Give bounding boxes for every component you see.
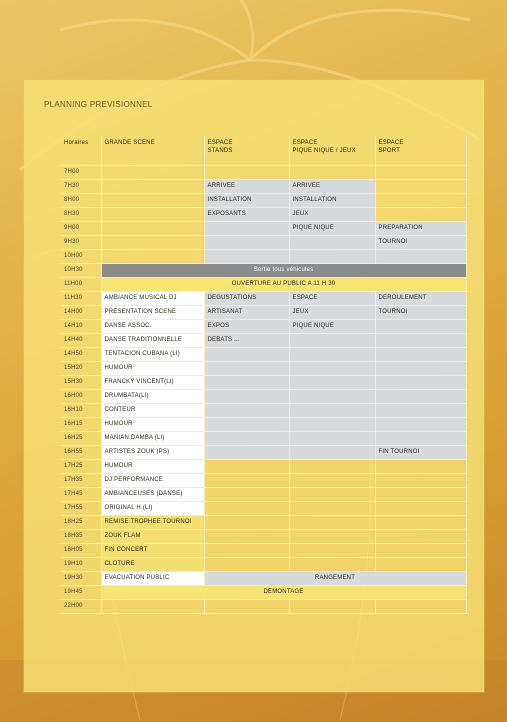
stage-cell <box>101 222 204 236</box>
picnic-cell <box>289 418 375 432</box>
table-row <box>61 586 466 600</box>
table-row <box>61 306 466 320</box>
hour-cell: 14H40 <box>61 334 101 348</box>
table-row <box>61 418 466 432</box>
picnic-cell <box>289 488 375 502</box>
hour-cell: 18H35 <box>61 530 101 544</box>
stands-cell <box>204 432 289 446</box>
header-picnic: ESPACE PIQUE NIQUE / JEUX <box>289 136 375 166</box>
sport-cell <box>375 376 466 390</box>
stage-cell: AMBIANCE MUSICAL DJ <box>101 292 204 306</box>
header-stage: GRANDE SCENE <box>101 136 204 166</box>
picnic-cell: PIQUE NIQUE <box>289 320 375 334</box>
table-row <box>61 544 466 558</box>
hour-cell: 17H55 <box>61 502 101 516</box>
sport-cell <box>375 502 466 516</box>
hour-cell: 19H45 <box>61 586 101 600</box>
table-row <box>61 390 466 404</box>
hour-cell: 7H30 <box>61 180 101 194</box>
sport-cell <box>375 516 466 530</box>
hour-cell: 18H05 <box>61 544 101 558</box>
stage-cell: FRANCKY VINCENT(LI) <box>101 376 204 390</box>
span-cell: OUVERTURE AU PUBLIC A 11 H 30 <box>101 278 466 292</box>
stands-cell <box>204 418 289 432</box>
stands-cell <box>204 166 289 180</box>
table-row <box>61 180 466 194</box>
sport-cell <box>375 348 466 362</box>
stage-cell: MANIAN DAMBA (LI) <box>101 432 204 446</box>
stage-cell: DJ PERFORMANCE <box>101 474 204 488</box>
picnic-cell <box>289 432 375 446</box>
sport-cell <box>375 474 466 488</box>
stands-cell: INSTALLATION <box>204 194 289 208</box>
header-stands: ESPACE STANDS <box>204 136 289 166</box>
sport-cell: TOURNOI <box>375 306 466 320</box>
stands-cell <box>204 558 289 572</box>
hour-cell: 8H30 <box>61 208 101 222</box>
table-row <box>61 376 466 390</box>
picnic-cell: INSTALLATION <box>289 194 375 208</box>
hour-cell: 17H35 <box>61 474 101 488</box>
hour-cell: 15H30 <box>61 376 101 390</box>
picnic-cell <box>289 558 375 572</box>
hour-cell: 19H10 <box>61 558 101 572</box>
table-row <box>61 222 466 236</box>
hour-cell: 14H00 <box>61 306 101 320</box>
hour-cell: 9H00 <box>61 222 101 236</box>
picnic-cell <box>289 348 375 362</box>
stands-cell <box>204 348 289 362</box>
hour-cell: 16H00 <box>61 390 101 404</box>
sport-cell <box>375 530 466 544</box>
picnic-cell <box>289 404 375 418</box>
table-row <box>61 292 466 306</box>
table-row <box>61 320 466 334</box>
table-row <box>61 264 466 278</box>
hour-cell: 16H25 <box>61 432 101 446</box>
table-row <box>61 278 466 292</box>
hour-cell: 10H00 <box>61 250 101 264</box>
picnic-cell <box>289 530 375 544</box>
hour-cell: 9H30 <box>61 236 101 250</box>
stage-cell: DRUMBATA(LI) <box>101 390 204 404</box>
sport-cell <box>375 334 466 348</box>
hour-cell: 10H30 <box>61 264 101 278</box>
sport-cell: PREPARATION <box>375 222 466 236</box>
header-sport: ESPACE SPORT <box>375 136 466 166</box>
stage-cell <box>101 180 204 194</box>
stands-cell: EXPOSANTS <box>204 208 289 222</box>
stage-cell <box>101 600 204 614</box>
hour-cell: 17H45 <box>61 488 101 502</box>
picnic-cell <box>289 390 375 404</box>
stands-cell <box>204 600 289 614</box>
table-row <box>61 446 466 460</box>
hour-cell: 11H00 <box>61 278 101 292</box>
table-row <box>61 432 466 446</box>
picnic-cell: ESPACE <box>289 292 375 306</box>
stands-cell <box>204 236 289 250</box>
stage-cell <box>101 250 204 264</box>
hour-cell: 16H10 <box>61 404 101 418</box>
span-cell: Sortie tous véhicules <box>101 264 466 278</box>
table-row <box>61 460 466 474</box>
picnic-cell <box>289 474 375 488</box>
stage-cell: TENTACION CUBANA (LI) <box>101 348 204 362</box>
stands-cell <box>204 376 289 390</box>
table-row <box>61 208 466 222</box>
stage-cell: HUMOUR <box>101 460 204 474</box>
sport-cell <box>375 166 466 180</box>
sport-cell <box>375 460 466 474</box>
hour-cell: 14H10 <box>61 320 101 334</box>
stage-cell: DANSE ASSOC. <box>101 320 204 334</box>
sport-cell <box>375 558 466 572</box>
table-row <box>61 166 466 180</box>
picnic-cell <box>289 600 375 614</box>
hour-cell: 15H20 <box>61 362 101 376</box>
picnic-cell <box>289 502 375 516</box>
sport-cell <box>375 432 466 446</box>
schedule-table <box>61 136 467 614</box>
stands-cell: ARRIVEE <box>204 180 289 194</box>
sport-cell <box>375 600 466 614</box>
stands-cell <box>204 488 289 502</box>
sport-cell <box>375 362 466 376</box>
stage-cell: HUMOUR <box>101 362 204 376</box>
sport-cell: FIN TOURNOI <box>375 446 466 460</box>
table-row <box>61 572 466 586</box>
stands-cell <box>204 474 289 488</box>
stands-cell: ARTISANAT <box>204 306 289 320</box>
stage-cell: ARTISTES ZOUK (PS) <box>101 446 204 460</box>
table-row <box>61 474 466 488</box>
stage-cell: CLOTURE <box>101 558 204 572</box>
sport-cell <box>375 180 466 194</box>
stage-cell: AMBIANCEUSES (DANSE) <box>101 488 204 502</box>
hour-cell: 17H25 <box>61 460 101 474</box>
stage-cell <box>101 166 204 180</box>
sport-cell: TOURNOI <box>375 236 466 250</box>
hour-cell: 22H00 <box>61 600 101 614</box>
table-row <box>61 348 466 362</box>
stage-cell: ORIGINAL H (LI) <box>101 502 204 516</box>
hour-cell: 16H55 <box>61 446 101 460</box>
sport-cell <box>375 320 466 334</box>
table-row <box>61 488 466 502</box>
stands-cell <box>204 516 289 530</box>
page-title: PLANNING PREVISIONNEL <box>44 100 153 109</box>
sport-cell <box>375 404 466 418</box>
picnic-cell <box>289 516 375 530</box>
sport-cell <box>375 390 466 404</box>
picnic-cell <box>289 460 375 474</box>
span-cell: DEMONTAGE <box>101 586 466 600</box>
picnic-cell <box>289 544 375 558</box>
picnic-cell: PIQUE NIQUE <box>289 222 375 236</box>
stands-cell <box>204 460 289 474</box>
table-row <box>61 530 466 544</box>
hour-cell: 14H50 <box>61 348 101 362</box>
stands-cell <box>204 502 289 516</box>
sport-cell <box>375 208 466 222</box>
hour-cell: 8H00 <box>61 194 101 208</box>
stage-cell: FIN CONCERT <box>101 544 204 558</box>
stands-cell <box>204 250 289 264</box>
stands-cell <box>204 404 289 418</box>
picnic-cell: ARRIVEE <box>289 180 375 194</box>
table-row <box>61 194 466 208</box>
hour-cell: 7H00 <box>61 166 101 180</box>
stands-cell: EXPOS <box>204 320 289 334</box>
table-row <box>61 236 466 250</box>
stage-cell <box>101 208 204 222</box>
table-row <box>61 334 466 348</box>
table-header-row <box>61 136 466 166</box>
picnic-cell <box>289 446 375 460</box>
sport-cell <box>375 194 466 208</box>
hour-cell: 18H25 <box>61 516 101 530</box>
picnic-cell: JEUX <box>289 306 375 320</box>
stands-cell <box>204 530 289 544</box>
picnic-cell <box>289 236 375 250</box>
stands-cell <box>204 222 289 236</box>
picnic-cell <box>289 166 375 180</box>
table-row <box>61 516 466 530</box>
stands-cell <box>204 362 289 376</box>
sport-cell <box>375 418 466 432</box>
stands-cell <box>204 390 289 404</box>
table-row <box>61 250 466 264</box>
hour-cell: 16H15 <box>61 418 101 432</box>
sport-cell <box>375 250 466 264</box>
rest-cell: RANGEMENT <box>204 572 466 586</box>
stage-cell: PRESENTATION SCENE <box>101 306 204 320</box>
table-row <box>61 404 466 418</box>
stage-cell <box>101 194 204 208</box>
stage-cell <box>101 236 204 250</box>
sport-cell <box>375 544 466 558</box>
table-row <box>61 600 466 614</box>
stands-cell: DEBATS ... <box>204 334 289 348</box>
table-row <box>61 362 466 376</box>
picnic-cell <box>289 362 375 376</box>
picnic-cell: JEUX <box>289 208 375 222</box>
sport-cell <box>375 488 466 502</box>
sport-cell: DEROULEMENT <box>375 292 466 306</box>
picnic-cell <box>289 376 375 390</box>
stands-cell: DEGUSTATIONS <box>204 292 289 306</box>
picnic-cell <box>289 250 375 264</box>
table-row <box>61 502 466 516</box>
header-hours: Horaires <box>61 136 101 166</box>
stage-cell: CONTEUR <box>101 404 204 418</box>
hour-cell: 19H30 <box>61 572 101 586</box>
stage-cell: EVACUATION PUBLIC <box>101 572 204 586</box>
table-row <box>61 558 466 572</box>
stage-cell: HUMOUR <box>101 418 204 432</box>
stage-cell: DANSE TRADITIONNELLE <box>101 334 204 348</box>
stands-cell <box>204 544 289 558</box>
picnic-cell <box>289 334 375 348</box>
hour-cell: 11H30 <box>61 292 101 306</box>
stage-cell: REMISE TROPHEE TOURNOI <box>101 516 204 530</box>
stands-cell <box>204 446 289 460</box>
stage-cell: ZOUK FLAM <box>101 530 204 544</box>
